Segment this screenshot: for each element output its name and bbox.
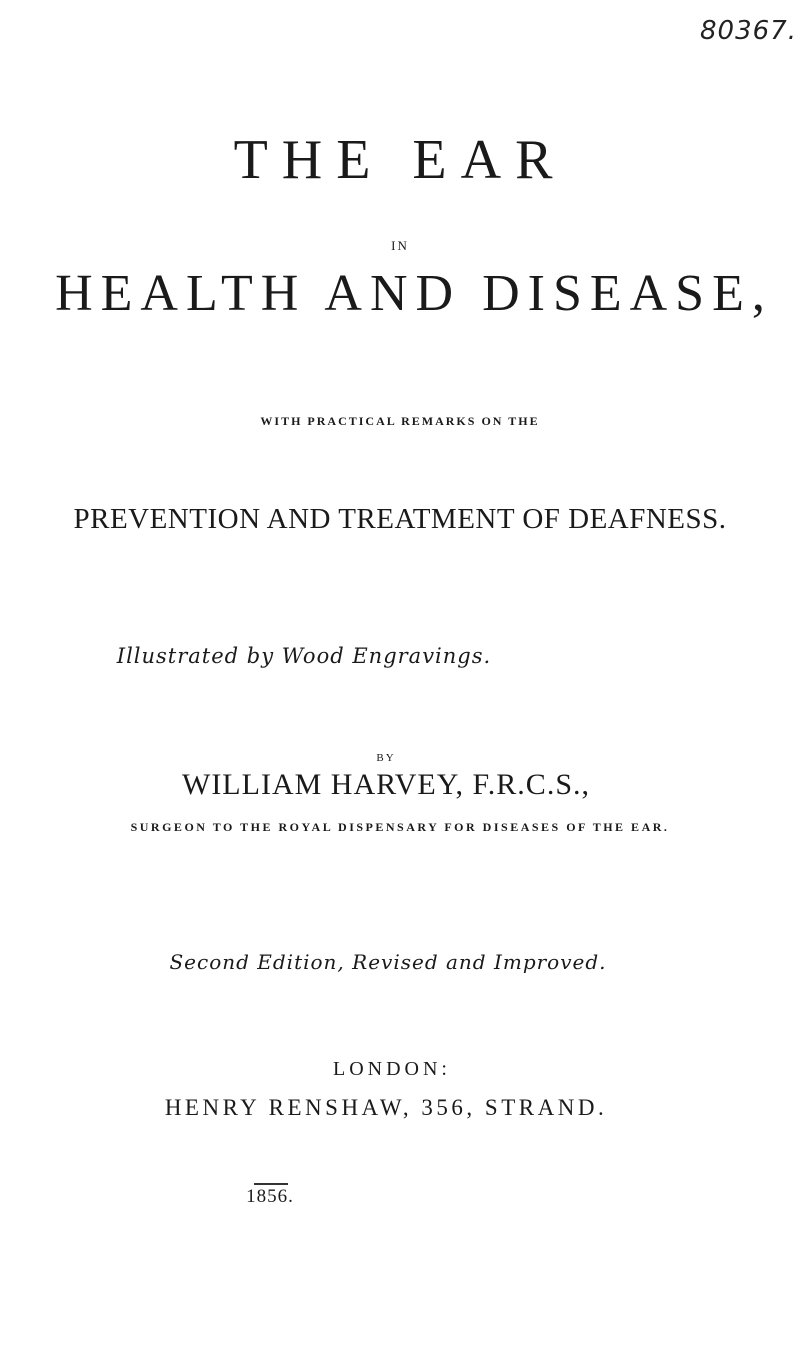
author-role: SURGEON TO THE ROYAL DISPENSARY FOR DISEASES OF THE EAR.: [130, 820, 670, 834]
imprint-publisher: HENRY RENSHAW, 356, STRAND.: [164, 1095, 608, 1120]
imprint-city: LONDON:: [333, 1058, 451, 1080]
book-title: THE EAR: [233, 129, 567, 191]
prevention-line: PREVENTION AND TREATMENT OF DEAFNESS.: [73, 503, 727, 535]
with-remarks-line: WITH PRACTICAL REMARKS ON THE: [260, 414, 540, 428]
author-name: WILLIAM HARVEY, F.R.C.S.,: [182, 768, 590, 801]
imprint-year: 1856.: [246, 1186, 294, 1207]
book-subtitle: HEALTH AND DISEASE,: [55, 265, 773, 322]
title-connector: IN: [391, 238, 409, 253]
illustrated-line: Illustrated by Wood Engravings.: [116, 644, 492, 668]
year-rule: [254, 1183, 288, 1185]
by-line: BY: [376, 752, 396, 764]
edition-line: Second Edition, Revised and Improved.: [169, 950, 607, 974]
catalog-mark: 80367.: [700, 16, 797, 46]
